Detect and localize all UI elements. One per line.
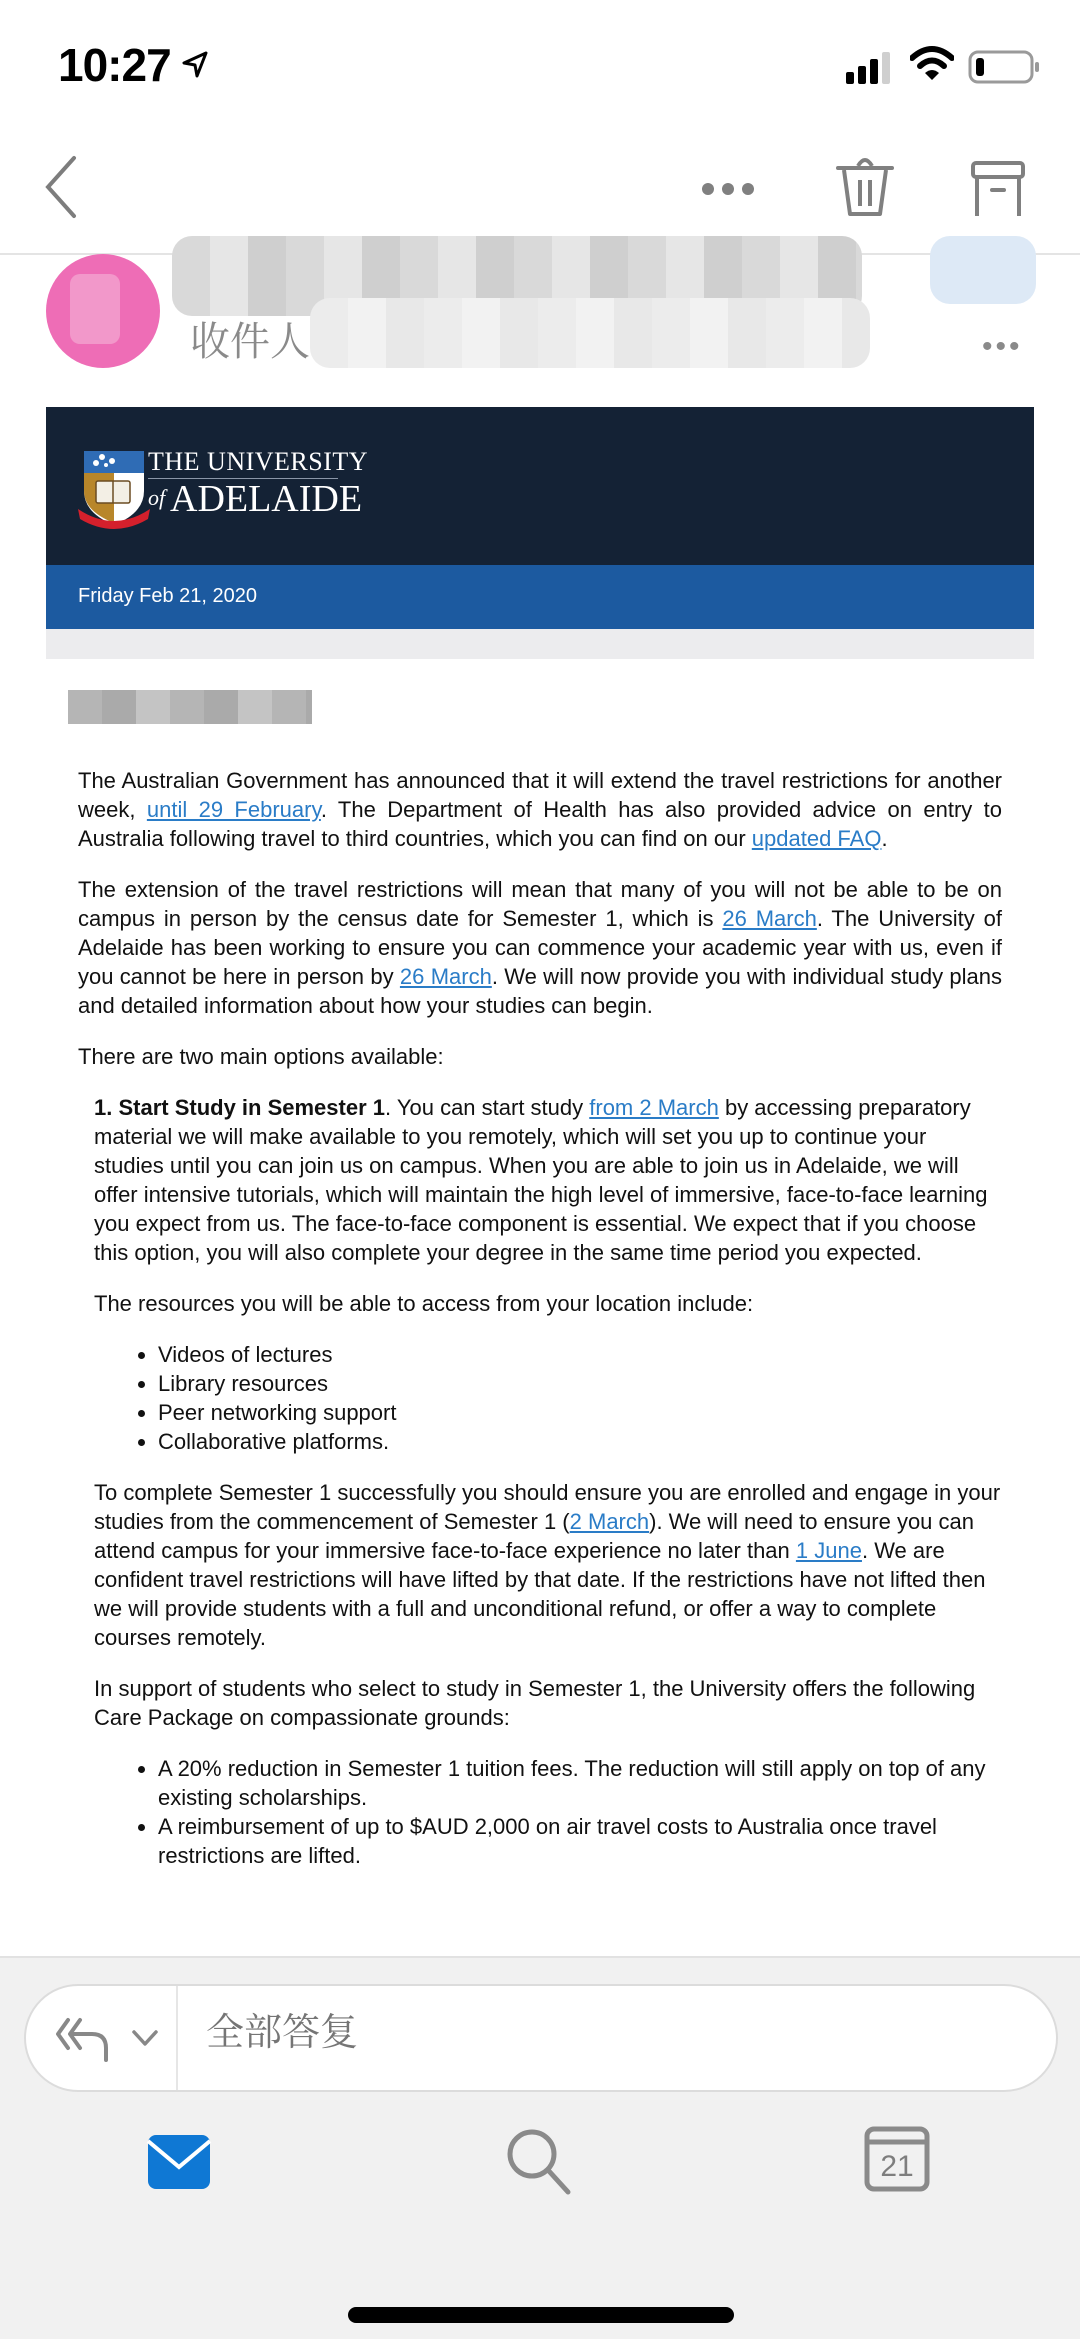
- text: . You can start study: [385, 1095, 590, 1120]
- recipient-label: 收件人: [190, 320, 310, 364]
- text: . We are confident travel restrictions will have lifted by that date. If the restrictions have not lifted then we will provide students with a full and unconditional refund, or offer a way to complete courses remotely.: [94, 1538, 986, 1650]
- university-banner: [46, 407, 1034, 565]
- text: The extension of the travel restrictions will mean that many of you will not be able to be on campus in person by the census date for Semester 1, which is: [78, 877, 1002, 931]
- reply-all-icon: [54, 2016, 114, 2062]
- text: . The Department of Health has also provided advice on entry to Australia following travel to third countries, which you can find on our: [78, 797, 1002, 851]
- list-item: • Library resources: [158, 1369, 1002, 1398]
- link-updated-faq[interactable]: updated FAQ: [751, 826, 882, 851]
- redacted-greeting: [68, 690, 312, 724]
- chevron-down-icon: [130, 2026, 160, 2050]
- logo-text-of: of: [148, 485, 166, 510]
- link-2-march[interactable]: 2 March: [569, 1509, 650, 1534]
- paragraph-travel-restrictions: [78, 766, 1002, 853]
- list-item: • A 20% reduction in Semester 1 tuition fees. The reduction will still apply on top of any existing scholarships.: [158, 1754, 1002, 1812]
- newsletter-date: Friday Feb 21, 2020: [78, 585, 257, 607]
- list-item: • Collaborative platforms.: [158, 1427, 1002, 1456]
- text: by accessing preparatory material we will make available to you remotely, which will set you up to continue your studies until you can join us on campus. When you are able to join us in Adelaide, we will offer intensive tutorials, which will maintain the high level of immersive, face-to-face learning you expect from us. The face-to-face component is essential. We expect that if you choose this option, you will also complete your degree in the same time period you expected.: [94, 1095, 988, 1265]
- home-indicator[interactable]: [348, 2307, 734, 2323]
- wifi-icon: [910, 46, 954, 82]
- archive-button[interactable]: [970, 160, 1026, 218]
- logo-text-line1: THE UNIVERSITY: [148, 447, 369, 476]
- text: . The University of Adelaide has been working to ensure you can commence your academic year with us, even if you cannot be here in person by: [78, 906, 1002, 989]
- reply-action-selector[interactable]: [26, 1986, 178, 2090]
- link-from-2-march[interactable]: from 2 March: [589, 1095, 719, 1120]
- text: .: [881, 826, 888, 851]
- bottom-bar: [0, 1956, 1080, 2339]
- list-item: • A reimbursement of up to $AUD 2,000 on air travel costs to Australia once travel restrictions are lifted.: [158, 1812, 1002, 1870]
- paragraph-options-intro: There are two main options available:: [78, 1044, 444, 1069]
- redacted-blur-right: [930, 236, 1036, 304]
- delete-button[interactable]: [836, 156, 894, 218]
- reply-bar: [24, 1984, 1058, 2092]
- paragraph-option-1: [94, 1093, 1002, 1267]
- paragraph-care-package-intro: In support of students who select to study in Semester 1, the University offers the following Care Package on compassionate grounds:: [94, 1676, 976, 1730]
- care-package-list: [94, 1754, 1002, 1870]
- paragraph-complete-semester: [94, 1478, 1002, 1652]
- text: The Australian Government has announced that it will extend the travel restrictions for another week,: [78, 768, 1002, 822]
- email-body: [78, 766, 1002, 1892]
- university-logo: [78, 441, 369, 537]
- text: ). We will need to ensure you can attend campus for your immersive face-to-face experience no later than: [94, 1509, 975, 1563]
- calendar-day-number: 21: [880, 2150, 914, 2183]
- logo-text-line2: ADELAIDE: [170, 478, 363, 520]
- sender-row[interactable]: [0, 250, 1080, 380]
- reply-all-input[interactable]: [206, 2012, 1006, 2055]
- link-26-march[interactable]: 26 March: [722, 906, 817, 931]
- paragraph-resources-intro: The resources you will be able to access from your location include:: [94, 1291, 754, 1316]
- more-options-button[interactable]: [696, 174, 760, 204]
- list-item: • Peer networking support: [158, 1398, 1002, 1427]
- tab-mail[interactable]: [146, 2133, 212, 2191]
- tab-search[interactable]: [504, 2126, 574, 2196]
- resources-list: [94, 1340, 1002, 1456]
- recipient-details-button[interactable]: •••: [982, 330, 1023, 363]
- text: To complete Semester 1 successfully you should ensure you are enrolled and engage in your studies from the commencement of Semester 1 (: [94, 1480, 1001, 1534]
- location-arrow-icon: [180, 50, 210, 80]
- cellular-signal-icon: [846, 50, 896, 84]
- option-1-title: 1. Start Study in Semester 1: [94, 1095, 385, 1120]
- link-26-march-2[interactable]: 26 March: [399, 964, 492, 989]
- university-crest-icon: [78, 447, 150, 531]
- newsletter-date-bar: [46, 565, 1034, 629]
- banner-spacer: [46, 629, 1034, 659]
- status-bar: [0, 0, 1080, 130]
- list-item: • Videos of lectures: [158, 1340, 1002, 1369]
- sender-avatar: [46, 254, 160, 368]
- link-until-29-february[interactable]: until 29 February: [146, 797, 321, 822]
- text: . We will now provide you with individual study plans and detailed information about how your studies can begin.: [78, 964, 1002, 1018]
- status-time: 10:27: [58, 39, 171, 91]
- back-button[interactable]: [38, 152, 88, 222]
- battery-icon: [968, 50, 1040, 84]
- redacted-recipient-address: [310, 298, 870, 368]
- tab-calendar[interactable]: [864, 2126, 930, 2192]
- paragraph-census-date: [78, 875, 1002, 1020]
- link-1-june[interactable]: 1 June: [795, 1538, 862, 1563]
